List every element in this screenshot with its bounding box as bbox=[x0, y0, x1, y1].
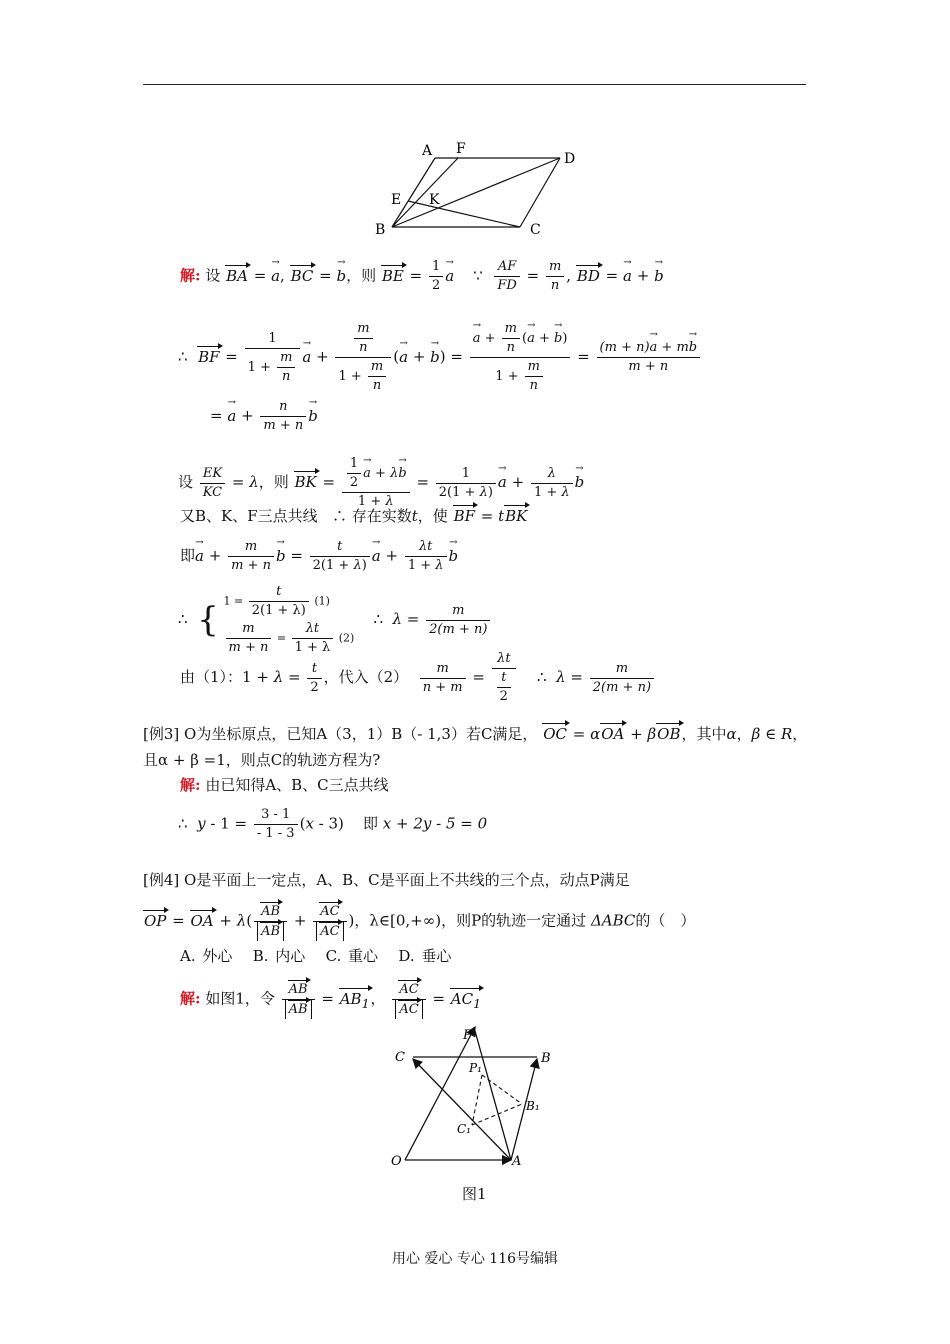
page-footer: 用心 爱心 专心 116号编辑 bbox=[391, 1251, 559, 1267]
label-c1: C₁ bbox=[457, 1122, 471, 1136]
sol1-from: 由（1）：1 + λ = $\frac{t}{2}$ ，代入（2） $\frac{m}{n + m}$ = $\frac{\lambda t}{\frac{t}{2}}$ ∴ λ = $\frac{m}{2(m + n)}$ bbox=[180, 650, 656, 706]
label-b: B bbox=[375, 222, 386, 238]
ex3-equation: ∴ y - 1 = $\frac{3 - 1}{- 1 - 3}$ (x - 3) 即 x + 2y - 5 = 0 bbox=[178, 807, 488, 841]
sol1-system: ∴ { 1 = $\frac{t}{2(1 + \lambda)}$ (1) $\frac{m}{m + n}$ = $\frac{\lambda t}{1 + \lambda}$ (2) ∴ λ = $\frac{m}{2(m + n)}$ bbox=[178, 583, 492, 657]
label-k: K bbox=[429, 192, 440, 208]
ex4-options bbox=[180, 946, 451, 966]
label-b1: B₁ bbox=[526, 1099, 540, 1113]
sol1-collinear: 又B、K、F三点共线 ∴ 存在实数t，使 BF = tBK bbox=[180, 507, 528, 525]
ex4-line2: OP = OA + λ( $\frac{AB}{AB}$ + $\frac{AC}{AC}$ )，λ∈[0,+∞)，则P的轨迹一定通过 ΔABC的（ ） bbox=[144, 904, 696, 939]
sol1-bf-result: = → a + $\frac{n}{m + n}$ → b bbox=[210, 398, 318, 435]
label-p: P bbox=[463, 1028, 472, 1043]
sol1-ie-line: 即→ a + $\frac{m}{m + n}$ → b = $\frac{t}{2(1 + \lambda)}$ → a + $\frac{\lambda t}{1 + \lambda}$ → b bbox=[180, 538, 458, 575]
ex3-line1: [例3] O为坐标原点，已知A（3，1）B（- 1,3）若C满足， OC = αOA + βOB，其中α，β ∈ R， bbox=[143, 725, 808, 743]
ex3-solve: 解: 由已知得A、B、C三点共线 bbox=[180, 776, 389, 794]
label-f: F bbox=[456, 141, 466, 157]
label-d: D bbox=[564, 151, 576, 167]
label-p1: P₁ bbox=[469, 1061, 482, 1075]
label-c: C bbox=[530, 222, 541, 238]
sol1-bk-line: 设 $\frac{EK}{KC}$ = λ，则 BK = $\frac{1}{2}$ → a + λ→ b 1 + λ = $\frac{1}{2(1 + \lambda)}$ → a + $\frac{\lambda}{1 + \lambda}$ → b bbox=[178, 455, 584, 511]
sol1-line1: 解: 设 BA = → a, BC = → b，则 BE = $\frac{1}{2}$ → a ∵ $\frac{AF}{FD}$ = $\frac{m}{n}$ , BD = → a + → b bbox=[180, 258, 664, 295]
label-a: A bbox=[422, 143, 433, 159]
ex3-line2: 且α + β =1，则点C的轨迹方程为? bbox=[143, 751, 381, 769]
triangle-vector-figure bbox=[385, 1015, 565, 1177]
label-o: O bbox=[391, 1154, 402, 1169]
label-a: A bbox=[512, 1154, 522, 1169]
parallelogram-figure bbox=[370, 138, 590, 240]
option-a: A. 外心 bbox=[180, 947, 233, 965]
sol1-bf-line: ∴ BF = 1 1 + $\frac{m}{n}$ → a + $\frac{m}{n}$ 1 + $\frac{m}{n}$ (→ a + → b) = → a + $\frac{m}{n}$ (→ a + → b) 1 + $\frac{m}{n}$ = $\frac{(m + n)\to a + m\to b}{m + n}$ bbox=[178, 320, 702, 395]
label-b: B bbox=[541, 1051, 551, 1066]
figure-caption: 图1 bbox=[462, 1185, 487, 1203]
option-d: D. 垂心 bbox=[398, 947, 452, 965]
label-c: C bbox=[395, 1050, 405, 1065]
ex4-line1: [例4] O是平面上一定点，A、B、C是平面上不共线的三个点，动点P满足 bbox=[143, 871, 630, 889]
option-c: C. 重心 bbox=[325, 947, 379, 965]
label-e: E bbox=[391, 192, 402, 208]
solve-label: 解: bbox=[180, 266, 201, 285]
ex4-solve: 解: 如图1，令 $\frac{AB}{AB}$ = $AB_1$， $\frac{AC}{AC}$ = $AC_1$ bbox=[180, 982, 482, 1017]
option-b: B. 内心 bbox=[252, 947, 306, 965]
header-rule bbox=[143, 84, 806, 85]
